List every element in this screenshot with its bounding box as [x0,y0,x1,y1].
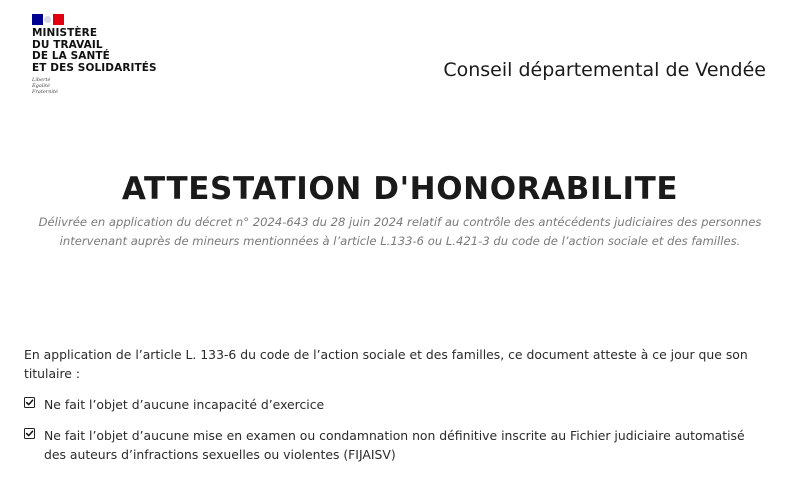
attestation-item-text: Ne fait l’objet d’aucune incapacité d’exercice [44,397,325,412]
checkbox-checked-icon [24,428,35,439]
attestation-item-text: Ne fait l’objet d’aucune mise en examen ou condamnation non définitive inscrite au Fichier judiciaire automatisé des auteurs d’infractions sexuelles ou violentes (FIJAISV) [44,428,745,462]
motto-fraternite: Fraternité [32,89,58,95]
motto-liberte: Liberté [32,77,51,83]
ministry-name-line: ET DES SOLIDARITÉS [32,61,157,74]
checkbox-checked-icon [24,397,35,408]
attestation-item [24,395,764,414]
legal-basis-subtitle: Délivrée en application du décret n° 2024-643 du 28 juin 2024 relatif au contrôle des antécédents judiciaires des personnes intervenant auprès de mineurs mentionnées à l’article L.133-6 ou L.421-3 du code de l’action sociale et des familles. [38,215,762,248]
document-title: ATTESTATION D'HONORABILITE [121,171,679,207]
issuing-authority: Conseil départemental de Vendée [443,59,766,81]
attestation-intro: En application de l’article L. 133-6 du code de l’action sociale et des familles, ce document atteste à ce jour que son titulaire : [24,347,748,381]
ministry-name-line: DE LA SANTÉ [32,50,110,62]
marianne-flag-icon [32,14,64,25]
motto-egalite: Égalité [32,83,50,89]
ministry-name-line: MINISTÈRE [32,27,98,39]
republic-motto [32,77,192,95]
ministry-logo-block [32,14,192,95]
ministry-name-line: DU TRAVAIL [32,38,103,51]
attestation-item [24,426,764,464]
